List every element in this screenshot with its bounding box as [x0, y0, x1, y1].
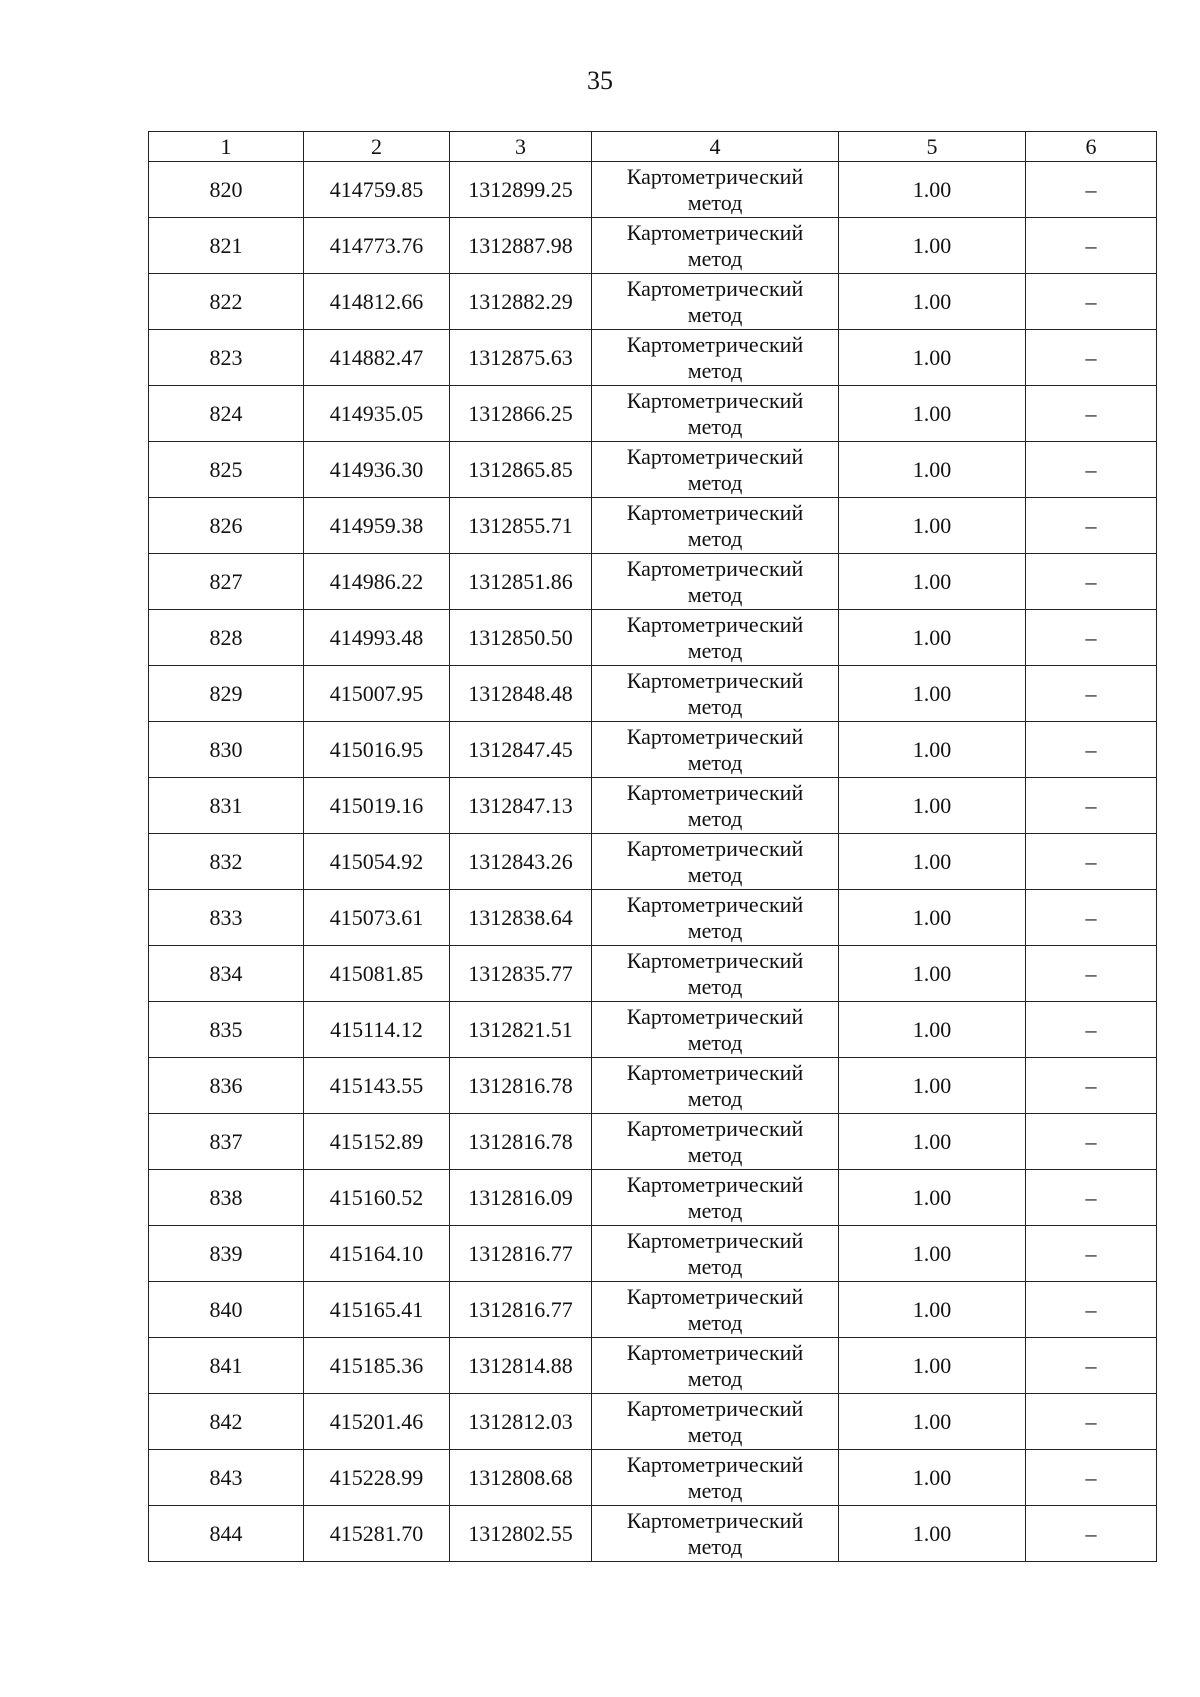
method-cell — [592, 330, 839, 386]
x-coordinate-cell: 414959.38 — [304, 498, 450, 554]
x-coordinate-cell: 415114.12 — [304, 1002, 450, 1058]
x-coordinate-cell: 415201.46 — [304, 1394, 450, 1450]
note-cell: – — [1026, 442, 1157, 498]
method-line-2: метод — [687, 1421, 743, 1447]
point-number-cell: 835 — [149, 1002, 304, 1058]
x-coordinate-cell: 415073.61 — [304, 890, 450, 946]
accuracy-cell: 1.00 — [839, 722, 1026, 778]
point-number-cell: 837 — [149, 1114, 304, 1170]
accuracy-cell: 1.00 — [839, 1394, 1026, 1450]
table-row — [149, 890, 1157, 946]
accuracy-cell: 1.00 — [839, 442, 1026, 498]
point-number-cell: 840 — [149, 1282, 304, 1338]
method-line-1: Картометрический — [626, 1507, 804, 1533]
method-line-2: метод — [687, 1085, 743, 1111]
method-cell — [592, 162, 839, 218]
table-row — [149, 834, 1157, 890]
method-cell — [592, 442, 839, 498]
method-line-2: метод — [687, 1533, 743, 1559]
point-number-cell: 831 — [149, 778, 304, 834]
x-coordinate-cell: 415165.41 — [304, 1282, 450, 1338]
method-line-1: Картометрический — [626, 667, 804, 693]
x-coordinate-cell: 415164.10 — [304, 1226, 450, 1282]
y-coordinate-cell: 1312899.25 — [450, 162, 592, 218]
method-line-2: метод — [687, 1477, 743, 1503]
accuracy-cell: 1.00 — [839, 1450, 1026, 1506]
accuracy-cell: 1.00 — [839, 498, 1026, 554]
method-cell — [592, 1058, 839, 1114]
note-cell: – — [1026, 1282, 1157, 1338]
method-line-2: метод — [687, 861, 743, 887]
point-number-cell: 830 — [149, 722, 304, 778]
note-cell: – — [1026, 610, 1157, 666]
method-line-1: Картометрический — [626, 499, 804, 525]
x-coordinate-cell: 415160.52 — [304, 1170, 450, 1226]
y-coordinate-cell: 1312816.78 — [450, 1058, 592, 1114]
x-coordinate-cell: 415019.16 — [304, 778, 450, 834]
point-number-cell: 824 — [149, 386, 304, 442]
point-number-cell: 829 — [149, 666, 304, 722]
note-cell: – — [1026, 1002, 1157, 1058]
accuracy-cell: 1.00 — [839, 554, 1026, 610]
method-cell — [592, 386, 839, 442]
note-cell: – — [1026, 330, 1157, 386]
method-line-2: метод — [687, 1029, 743, 1055]
method-line-1: Картометрический — [626, 1283, 804, 1309]
note-cell: – — [1026, 1058, 1157, 1114]
note-cell: – — [1026, 834, 1157, 890]
note-cell: – — [1026, 1506, 1157, 1562]
method-line-1: Картометрический — [626, 331, 804, 357]
y-coordinate-cell: 1312812.03 — [450, 1394, 592, 1450]
point-number-cell: 820 — [149, 162, 304, 218]
y-coordinate-cell: 1312835.77 — [450, 946, 592, 1002]
x-coordinate-cell: 415281.70 — [304, 1506, 450, 1562]
point-number-cell: 839 — [149, 1226, 304, 1282]
method-line-1: Картометрический — [626, 611, 804, 637]
method-cell — [592, 1114, 839, 1170]
column-header: 6 — [1026, 132, 1157, 162]
y-coordinate-cell: 1312816.09 — [450, 1170, 592, 1226]
x-coordinate-cell: 414773.76 — [304, 218, 450, 274]
method-cell — [592, 1226, 839, 1282]
point-number-cell: 843 — [149, 1450, 304, 1506]
method-line-1: Картометрический — [626, 1115, 804, 1141]
y-coordinate-cell: 1312875.63 — [450, 330, 592, 386]
accuracy-cell: 1.00 — [839, 890, 1026, 946]
note-cell: – — [1026, 554, 1157, 610]
x-coordinate-cell: 414936.30 — [304, 442, 450, 498]
note-cell: – — [1026, 778, 1157, 834]
point-number-cell: 834 — [149, 946, 304, 1002]
y-coordinate-cell: 1312816.78 — [450, 1114, 592, 1170]
y-coordinate-cell: 1312882.29 — [450, 274, 592, 330]
column-header: 1 — [149, 132, 304, 162]
accuracy-cell: 1.00 — [839, 946, 1026, 1002]
note-cell: – — [1026, 386, 1157, 442]
x-coordinate-cell: 414882.47 — [304, 330, 450, 386]
table-row — [149, 218, 1157, 274]
method-line-1: Картометрический — [626, 1227, 804, 1253]
method-line-2: метод — [687, 1197, 743, 1223]
table-row — [149, 1226, 1157, 1282]
method-line-2: метод — [687, 301, 743, 327]
table-row — [149, 666, 1157, 722]
point-number-cell: 838 — [149, 1170, 304, 1226]
y-coordinate-cell: 1312865.85 — [450, 442, 592, 498]
note-cell: – — [1026, 218, 1157, 274]
point-number-cell: 832 — [149, 834, 304, 890]
point-number-cell: 825 — [149, 442, 304, 498]
note-cell: – — [1026, 1170, 1157, 1226]
y-coordinate-cell: 1312850.50 — [450, 610, 592, 666]
table-row — [149, 554, 1157, 610]
note-cell: – — [1026, 946, 1157, 1002]
y-coordinate-cell: 1312843.26 — [450, 834, 592, 890]
table-row — [149, 1170, 1157, 1226]
x-coordinate-cell: 415228.99 — [304, 1450, 450, 1506]
point-number-cell: 836 — [149, 1058, 304, 1114]
point-number-cell: 823 — [149, 330, 304, 386]
method-line-2: метод — [687, 973, 743, 999]
accuracy-cell: 1.00 — [839, 386, 1026, 442]
method-line-2: метод — [687, 1253, 743, 1279]
y-coordinate-cell: 1312808.68 — [450, 1450, 592, 1506]
method-line-2: метод — [687, 749, 743, 775]
x-coordinate-cell: 415007.95 — [304, 666, 450, 722]
method-cell — [592, 946, 839, 1002]
method-line-2: метод — [687, 693, 743, 719]
method-line-1: Картометрический — [626, 1171, 804, 1197]
x-coordinate-cell: 415016.95 — [304, 722, 450, 778]
x-coordinate-cell: 415185.36 — [304, 1338, 450, 1394]
y-coordinate-cell: 1312847.45 — [450, 722, 592, 778]
method-cell — [592, 498, 839, 554]
accuracy-cell: 1.00 — [839, 1170, 1026, 1226]
note-cell: – — [1026, 162, 1157, 218]
note-cell: – — [1026, 722, 1157, 778]
method-line-2: метод — [687, 805, 743, 831]
method-cell — [592, 1450, 839, 1506]
method-line-1: Картометрический — [626, 219, 804, 245]
method-cell — [592, 1394, 839, 1450]
y-coordinate-cell: 1312855.71 — [450, 498, 592, 554]
table-row — [149, 1058, 1157, 1114]
point-number-cell: 841 — [149, 1338, 304, 1394]
point-number-cell: 821 — [149, 218, 304, 274]
header-row — [149, 132, 1157, 162]
x-coordinate-cell: 415081.85 — [304, 946, 450, 1002]
table-row — [149, 162, 1157, 218]
x-coordinate-cell: 414759.85 — [304, 162, 450, 218]
accuracy-cell: 1.00 — [839, 778, 1026, 834]
table-row — [149, 1506, 1157, 1562]
method-line-1: Картометрический — [626, 1003, 804, 1029]
note-cell: – — [1026, 1394, 1157, 1450]
method-line-1: Картометрический — [626, 891, 804, 917]
method-line-1: Картометрический — [626, 163, 804, 189]
method-cell — [592, 890, 839, 946]
y-coordinate-cell: 1312866.25 — [450, 386, 592, 442]
point-number-cell: 826 — [149, 498, 304, 554]
y-coordinate-cell: 1312848.48 — [450, 666, 592, 722]
method-line-1: Картометрический — [626, 723, 804, 749]
method-line-2: метод — [687, 413, 743, 439]
table-row — [149, 330, 1157, 386]
x-coordinate-cell: 414986.22 — [304, 554, 450, 610]
method-line-2: метод — [687, 525, 743, 551]
point-number-cell: 827 — [149, 554, 304, 610]
coordinates-table — [148, 131, 1157, 1562]
method-line-2: метод — [687, 581, 743, 607]
method-cell — [592, 1282, 839, 1338]
note-cell: – — [1026, 890, 1157, 946]
accuracy-cell: 1.00 — [839, 274, 1026, 330]
method-cell — [592, 834, 839, 890]
note-cell: – — [1026, 1338, 1157, 1394]
point-number-cell: 828 — [149, 610, 304, 666]
y-coordinate-cell: 1312816.77 — [450, 1282, 592, 1338]
method-line-1: Картометрический — [626, 443, 804, 469]
method-line-1: Картометрический — [626, 1395, 804, 1421]
column-header: 3 — [450, 132, 592, 162]
method-line-1: Картометрический — [626, 835, 804, 861]
table-row — [149, 722, 1157, 778]
x-coordinate-cell: 414993.48 — [304, 610, 450, 666]
note-cell: – — [1026, 274, 1157, 330]
table-row — [149, 1450, 1157, 1506]
method-line-1: Картометрический — [626, 947, 804, 973]
table-row — [149, 1282, 1157, 1338]
method-line-2: метод — [687, 637, 743, 663]
method-cell — [592, 722, 839, 778]
y-coordinate-cell: 1312821.51 — [450, 1002, 592, 1058]
y-coordinate-cell: 1312838.64 — [450, 890, 592, 946]
method-cell — [592, 274, 839, 330]
table-row — [149, 442, 1157, 498]
x-coordinate-cell: 414935.05 — [304, 386, 450, 442]
method-line-1: Картометрический — [626, 387, 804, 413]
method-line-1: Картометрический — [626, 779, 804, 805]
table-row — [149, 1002, 1157, 1058]
method-line-1: Картометрический — [626, 275, 804, 301]
table-row — [149, 946, 1157, 1002]
x-coordinate-cell: 415152.89 — [304, 1114, 450, 1170]
table-row — [149, 386, 1157, 442]
note-cell: – — [1026, 1450, 1157, 1506]
y-coordinate-cell: 1312847.13 — [450, 778, 592, 834]
method-line-1: Картометрический — [626, 1451, 804, 1477]
accuracy-cell: 1.00 — [839, 330, 1026, 386]
table-row — [149, 1394, 1157, 1450]
accuracy-cell: 1.00 — [839, 1226, 1026, 1282]
method-cell — [592, 1338, 839, 1394]
table-row — [149, 610, 1157, 666]
method-line-2: метод — [687, 1365, 743, 1391]
y-coordinate-cell: 1312887.98 — [450, 218, 592, 274]
method-cell — [592, 1170, 839, 1226]
note-cell: – — [1026, 1226, 1157, 1282]
accuracy-cell: 1.00 — [839, 1282, 1026, 1338]
method-cell — [592, 610, 839, 666]
method-line-2: метод — [687, 189, 743, 215]
accuracy-cell: 1.00 — [839, 1114, 1026, 1170]
accuracy-cell: 1.00 — [839, 1058, 1026, 1114]
accuracy-cell: 1.00 — [839, 610, 1026, 666]
accuracy-cell: 1.00 — [839, 1338, 1026, 1394]
column-header: 5 — [839, 132, 1026, 162]
method-cell — [592, 554, 839, 610]
point-number-cell: 833 — [149, 890, 304, 946]
note-cell: – — [1026, 1114, 1157, 1170]
point-number-cell: 842 — [149, 1394, 304, 1450]
method-line-2: метод — [687, 1141, 743, 1167]
method-line-2: метод — [687, 245, 743, 271]
table-row — [149, 274, 1157, 330]
method-cell — [592, 1002, 839, 1058]
accuracy-cell: 1.00 — [839, 666, 1026, 722]
accuracy-cell: 1.00 — [839, 218, 1026, 274]
method-line-1: Картометрический — [626, 1059, 804, 1085]
point-number-cell: 844 — [149, 1506, 304, 1562]
method-cell — [592, 778, 839, 834]
column-header: 4 — [592, 132, 839, 162]
method-line-2: метод — [687, 469, 743, 495]
column-header: 2 — [304, 132, 450, 162]
accuracy-cell: 1.00 — [839, 834, 1026, 890]
table-row — [149, 1338, 1157, 1394]
x-coordinate-cell: 415054.92 — [304, 834, 450, 890]
x-coordinate-cell: 414812.66 — [304, 274, 450, 330]
x-coordinate-cell: 415143.55 — [304, 1058, 450, 1114]
point-number-cell: 822 — [149, 274, 304, 330]
y-coordinate-cell: 1312816.77 — [450, 1226, 592, 1282]
method-line-2: метод — [687, 1309, 743, 1335]
method-line-1: Картометрический — [626, 555, 804, 581]
accuracy-cell: 1.00 — [839, 1002, 1026, 1058]
note-cell: – — [1026, 498, 1157, 554]
page-number: 35 — [587, 66, 613, 95]
table-row — [149, 1114, 1157, 1170]
y-coordinate-cell: 1312814.88 — [450, 1338, 592, 1394]
table-body — [149, 162, 1157, 1562]
method-line-2: метод — [687, 357, 743, 383]
accuracy-cell: 1.00 — [839, 1506, 1026, 1562]
y-coordinate-cell: 1312851.86 — [450, 554, 592, 610]
accuracy-cell: 1.00 — [839, 162, 1026, 218]
note-cell: – — [1026, 666, 1157, 722]
method-cell — [592, 1506, 839, 1562]
table-row — [149, 498, 1157, 554]
method-cell — [592, 218, 839, 274]
table-row — [149, 778, 1157, 834]
y-coordinate-cell: 1312802.55 — [450, 1506, 592, 1562]
method-line-2: метод — [687, 917, 743, 943]
method-cell — [592, 666, 839, 722]
method-line-1: Картометрический — [626, 1339, 804, 1365]
